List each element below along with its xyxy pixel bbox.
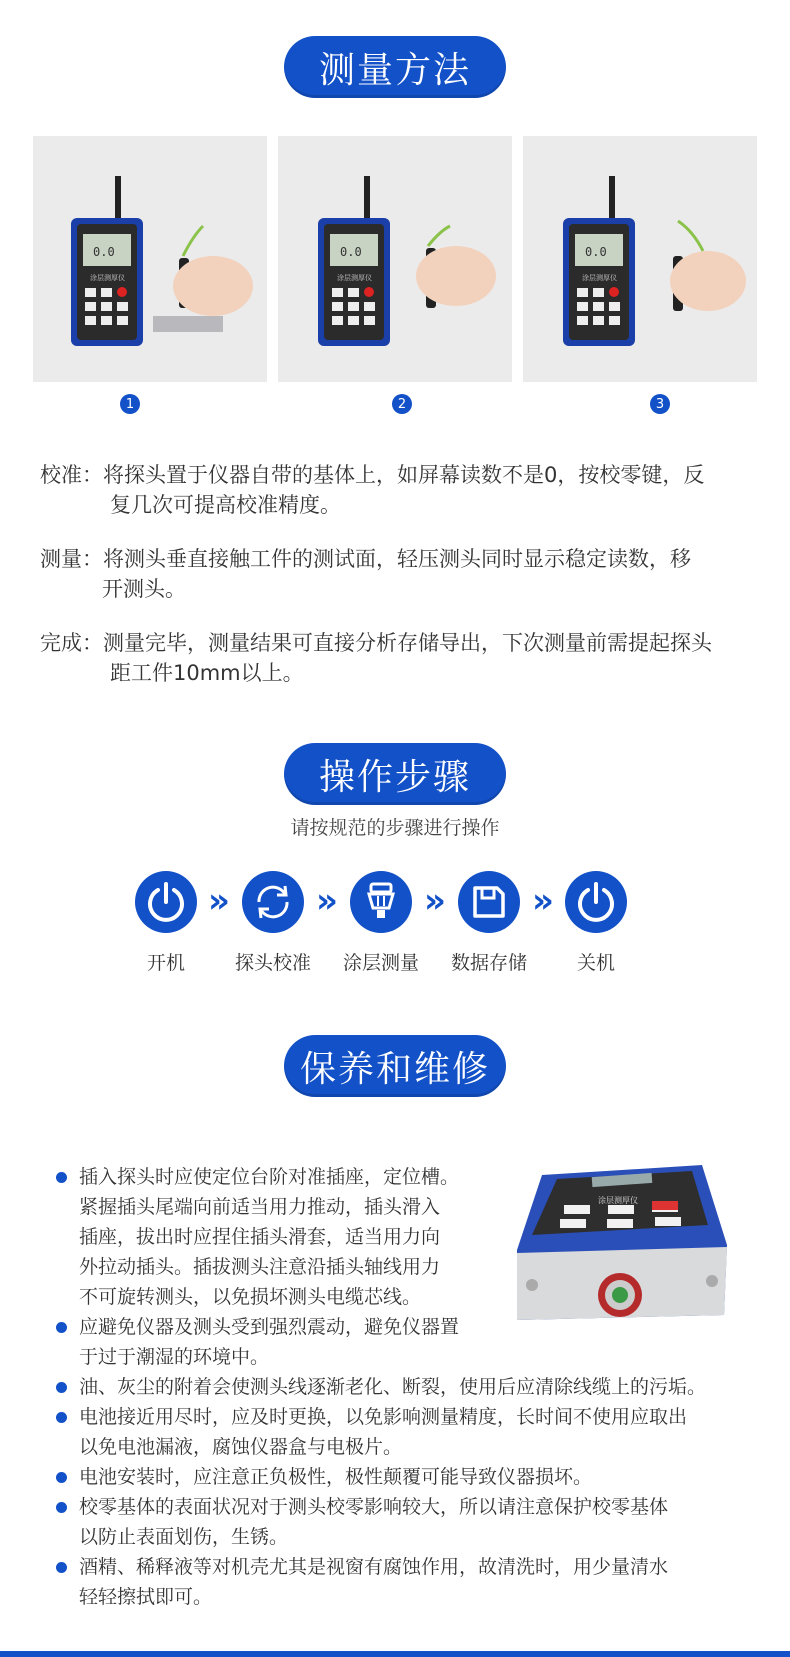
paragraph-label: 完成： xyxy=(40,631,103,655)
section-subtitle: 请按规范的步骤进行操作 xyxy=(290,817,500,839)
list-text: 电池接近用尽时，应及时更换，以免影响测量精度，长时间不使用应取出 xyxy=(79,1406,688,1428)
power-icon xyxy=(574,880,618,924)
list-text: 校零基体的表面状况对于测头校零影响较大，所以请注意保护校零基体 xyxy=(79,1496,669,1518)
list-text: 不可旋转测头，以免损坏测头电缆芯线。 xyxy=(79,1286,422,1308)
probe-icon xyxy=(359,880,403,924)
step-label-power-on: 开机 xyxy=(146,952,185,974)
list-text: 酒精、稀释液等对机壳尤其是视窗有腐蚀作用，故清洗时，用少量清水 xyxy=(79,1556,669,1578)
list-text: 紧握插头尾端向前适当用力推动，插头滑入 xyxy=(79,1196,441,1218)
step-label-probe-calibration: 探头校准 xyxy=(234,952,311,974)
list-text: 插入探头时应使定位台阶对准插座，定位槽。 xyxy=(79,1166,460,1188)
maintenance-list xyxy=(56,1162,756,1612)
calibrate-paragraph xyxy=(40,460,760,520)
save-icon xyxy=(467,880,511,924)
list-text: 插座，拔出时应捏住插头滑套，适当用力向 xyxy=(79,1226,441,1248)
list-item xyxy=(56,1372,756,1402)
device-label: 涂层测厚仪 xyxy=(90,274,125,282)
measurement-photo-2 xyxy=(278,136,512,382)
section-title-operation: 操作步骤 xyxy=(284,743,506,805)
step-data-storage xyxy=(458,871,520,933)
list-text: 于过于潮湿的环境中。 xyxy=(79,1346,270,1368)
paragraph-text: 将探头置于仪器自带的基体上，如屏幕读数不是0，按校零键，反 xyxy=(103,463,705,487)
list-item xyxy=(56,1462,756,1492)
list-item xyxy=(56,1402,756,1462)
paragraph-text: 将测头垂直接触工件的测试面，轻压测头同时显示稳定读数，移 xyxy=(103,547,691,571)
device-screen-value: 0.0 xyxy=(93,245,115,259)
paragraph-text: 距工件10mm以上。 xyxy=(110,661,304,685)
paragraph-text: 复几次可提高校准精度。 xyxy=(110,493,341,517)
step-arrow: » xyxy=(208,881,230,921)
step-number-3: 3 xyxy=(650,394,670,414)
section-title-measurement: 测量方法 xyxy=(284,36,506,98)
paragraph-label: 校准： xyxy=(40,463,103,487)
list-item xyxy=(56,1552,756,1612)
measure-paragraph xyxy=(40,544,760,604)
step-label-data-storage: 数据存储 xyxy=(450,952,527,974)
list-text: 油、灰尘的附着会使测头线逐渐老化、断裂，使用后应清除线缆上的污垢。 xyxy=(79,1376,707,1398)
paragraph-text: 开测头。 xyxy=(102,577,186,601)
list-text: 以防止表面划伤，生锈。 xyxy=(79,1526,289,1548)
step-label-coating-measurement: 涂层测量 xyxy=(342,952,419,974)
step-power-on xyxy=(135,871,197,933)
list-item xyxy=(56,1492,756,1552)
step-arrow: » xyxy=(424,881,446,921)
list-item xyxy=(56,1162,756,1312)
measurement-photo-3 xyxy=(523,136,757,382)
list-text: 轻轻擦拭即可。 xyxy=(79,1586,213,1608)
device-label: 涂层测厚仪 xyxy=(598,1196,638,1205)
refresh-icon xyxy=(251,880,295,924)
power-icon xyxy=(144,880,188,924)
device-label: 涂层测厚仪 xyxy=(582,274,617,282)
list-item xyxy=(56,1312,756,1372)
list-text: 电池安装时，应注意正负极性，极性颠覆可能导致仪器损坏。 xyxy=(79,1466,593,1488)
device-screen-value: 0.0 xyxy=(340,245,362,259)
paragraph-label: 测量： xyxy=(40,547,103,571)
step-coating-measurement xyxy=(350,871,412,933)
device-screen-value: 0.0 xyxy=(585,245,607,259)
list-text: 以免电池漏液，腐蚀仪器盒与电极片。 xyxy=(79,1436,403,1458)
section-title-maintenance: 保养和维修 xyxy=(284,1035,506,1097)
list-text: 应避免仪器及测头受到强烈震动，避免仪器置 xyxy=(79,1316,460,1338)
step-power-off xyxy=(565,871,627,933)
step-probe-calibration xyxy=(242,871,304,933)
list-text: 外拉动插头。插拔测头注意沿插头轴线用力 xyxy=(79,1256,441,1278)
step-number-1: 1 xyxy=(120,394,140,414)
bottom-bar xyxy=(0,1651,790,1657)
step-arrow: » xyxy=(532,881,554,921)
measurement-photo-1 xyxy=(33,136,267,382)
step-arrow: » xyxy=(316,881,338,921)
step-label-power-off: 关机 xyxy=(576,952,615,974)
device-label: 涂层测厚仪 xyxy=(337,274,372,282)
step-number-2: 2 xyxy=(392,394,412,414)
finish-paragraph xyxy=(40,628,760,688)
paragraph-text: 测量完毕，测量结果可直接分析存储导出，下次测量前需提起探头 xyxy=(103,631,712,655)
